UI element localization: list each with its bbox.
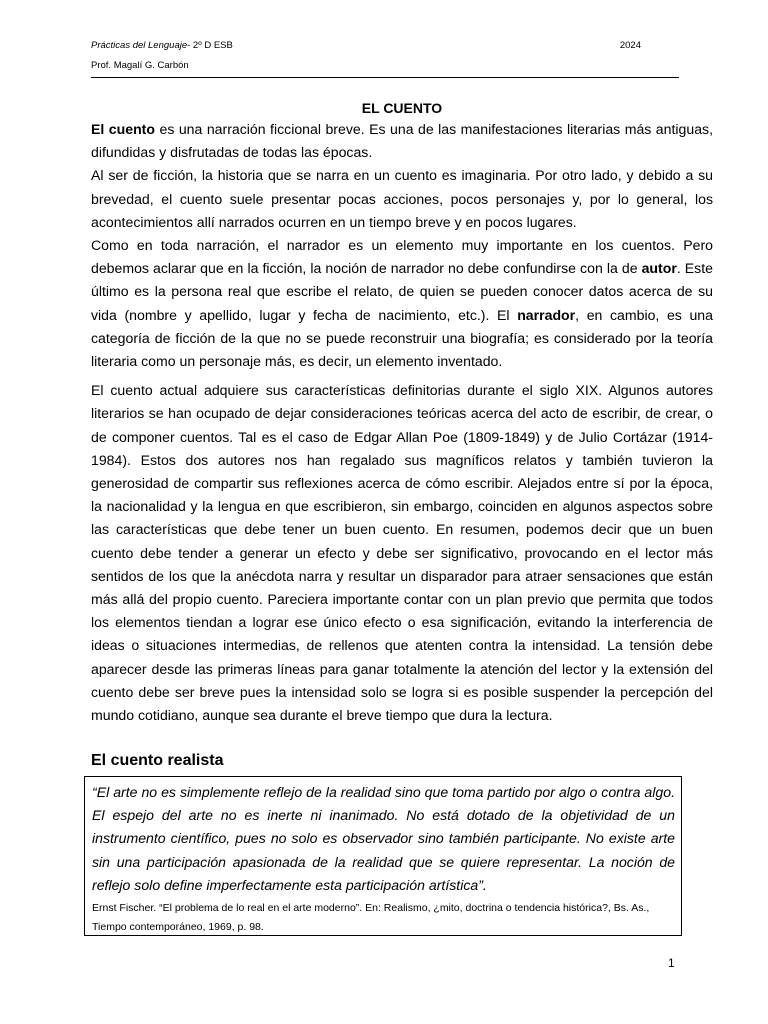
header-course-label: - 2º D ESB <box>187 40 233 51</box>
paragraph-narrador-text-b: . Este último es la persona real que escribe el relato, de quien se pueden conocer datos acerca de su vida (nombre y apellido, lugar y fecha de nacimiento, etc.). El <box>91 260 713 323</box>
paragraph-narrador-text-c: , en cambio, es una categoría de ficción de la que no se puede reconstruir una biografía; es considerado por la teoría literaria como un personaje más, es decir, un elemento inventado. <box>91 306 713 370</box>
header-teacher: Prof. Magalí G. Carbón <box>91 60 189 71</box>
quote-box <box>84 776 682 936</box>
quote-text: “El arte no es simplemente reflejo de la realidad sino que toma partido por algo o contra algo. El espejo del arte no es inerte ni inanimado. No está dotado de la objetividad de un instrumento científico, pues no solo es observador sino también participante. No existe arte sin una participación apasionada de la realidad que se quiere representar. La noción de reflejo solo define imperfectamente esta participación artística”. <box>92 784 675 893</box>
header-year: 2024 <box>619 40 641 51</box>
paragraph-ficcion: Al ser de ficción, la historia que se narra en un cuento es imaginaria. Por otro lado, y debido a su brevedad, el cuento suele presentar pocas acciones, pocos personajes y, por lo general, los acontecimientos allí narrados ocurren en un tiempo breve y en pocos lugares. <box>91 167 713 230</box>
section-title: El cuento realista <box>91 752 224 769</box>
header-course <box>91 40 233 51</box>
paragraph-narrador <box>91 234 713 373</box>
bold-term-narrador: narrador <box>517 306 576 323</box>
main-content <box>91 98 713 727</box>
page-header <box>91 40 679 71</box>
header-row <box>91 40 679 51</box>
header-divider <box>91 77 679 78</box>
paragraph-cuento-actual: El cuento actual adquiere sus características definitorias durante el siglo XIX. Algunos autores literarios se han ocupado de dejar consideraciones teóricas acerca del acto de escribir, de crear, o de componer cuentos. Tal es el caso de Edgar Allan Poe (1809-1849) y de Julio Cortázar (1914-1984). Estos dos autores nos han regalado sus magníficos relatos y también tuvieron la generosidad de compartir sus reflexiones acerca de cómo escribir. Alejados entre sí por la época, la nacionalidad y la lengua en que escribieron, sin embargo, coinciden en algunos aspectos sobre las características que debe tener un buen cuento. En resumen, podemos decir que un buen cuento debe tender a generar un efecto y debe ser significativo, provocando en el lector más sentidos de los que la anécdota narra y resultar un disparador para atraer sensaciones que están más allá del propio cuento. Pareciera importante contar con un plan previo que permita que todos los elementos tiendan a lograr ese único efecto o esa significación, evitando la interferencia de ideas o situaciones intermedias, de rellenos que atenten contra la intensidad. La tensión debe aparecer desde las primeras líneas para ganar totalmente la atención del lector y la extensión del cuento debe ser breve pues la intensidad solo se logra si es posible suspender la percepción del mundo cotidiano, aunque sea durante el breve tiempo que dura la lectura. <box>91 382 713 724</box>
quote-citation: Ernst Fischer. “El problema de lo real en el arte moderno”. En: Realismo, ¿mito, doctrina o tendencia histórica?, Bs. As., Tiempo contemporáneo, 1969, p. 98. <box>92 902 650 934</box>
paragraph-narrador-text-a: Como en toda narración, el narrador es un elemento muy importante en los cuentos. Pero debemos aclarar que en la ficción, la noción de narrador no debe confundirse con la de <box>91 237 713 277</box>
document-title: EL CUENTO <box>361 100 443 116</box>
bold-term-cuento: El cuento <box>91 121 155 137</box>
page-number: 1 <box>668 956 675 970</box>
paragraph-intro-text: es una narración ficcional breve. Es una de las manifestaciones literarias más antiguas, difundidas y disfrutadas de todas las épocas. <box>91 121 713 161</box>
paragraph-intro <box>91 118 713 164</box>
bold-term-autor: autor <box>641 260 677 277</box>
header-subject: Prácticas del Lenguaje <box>91 40 188 51</box>
